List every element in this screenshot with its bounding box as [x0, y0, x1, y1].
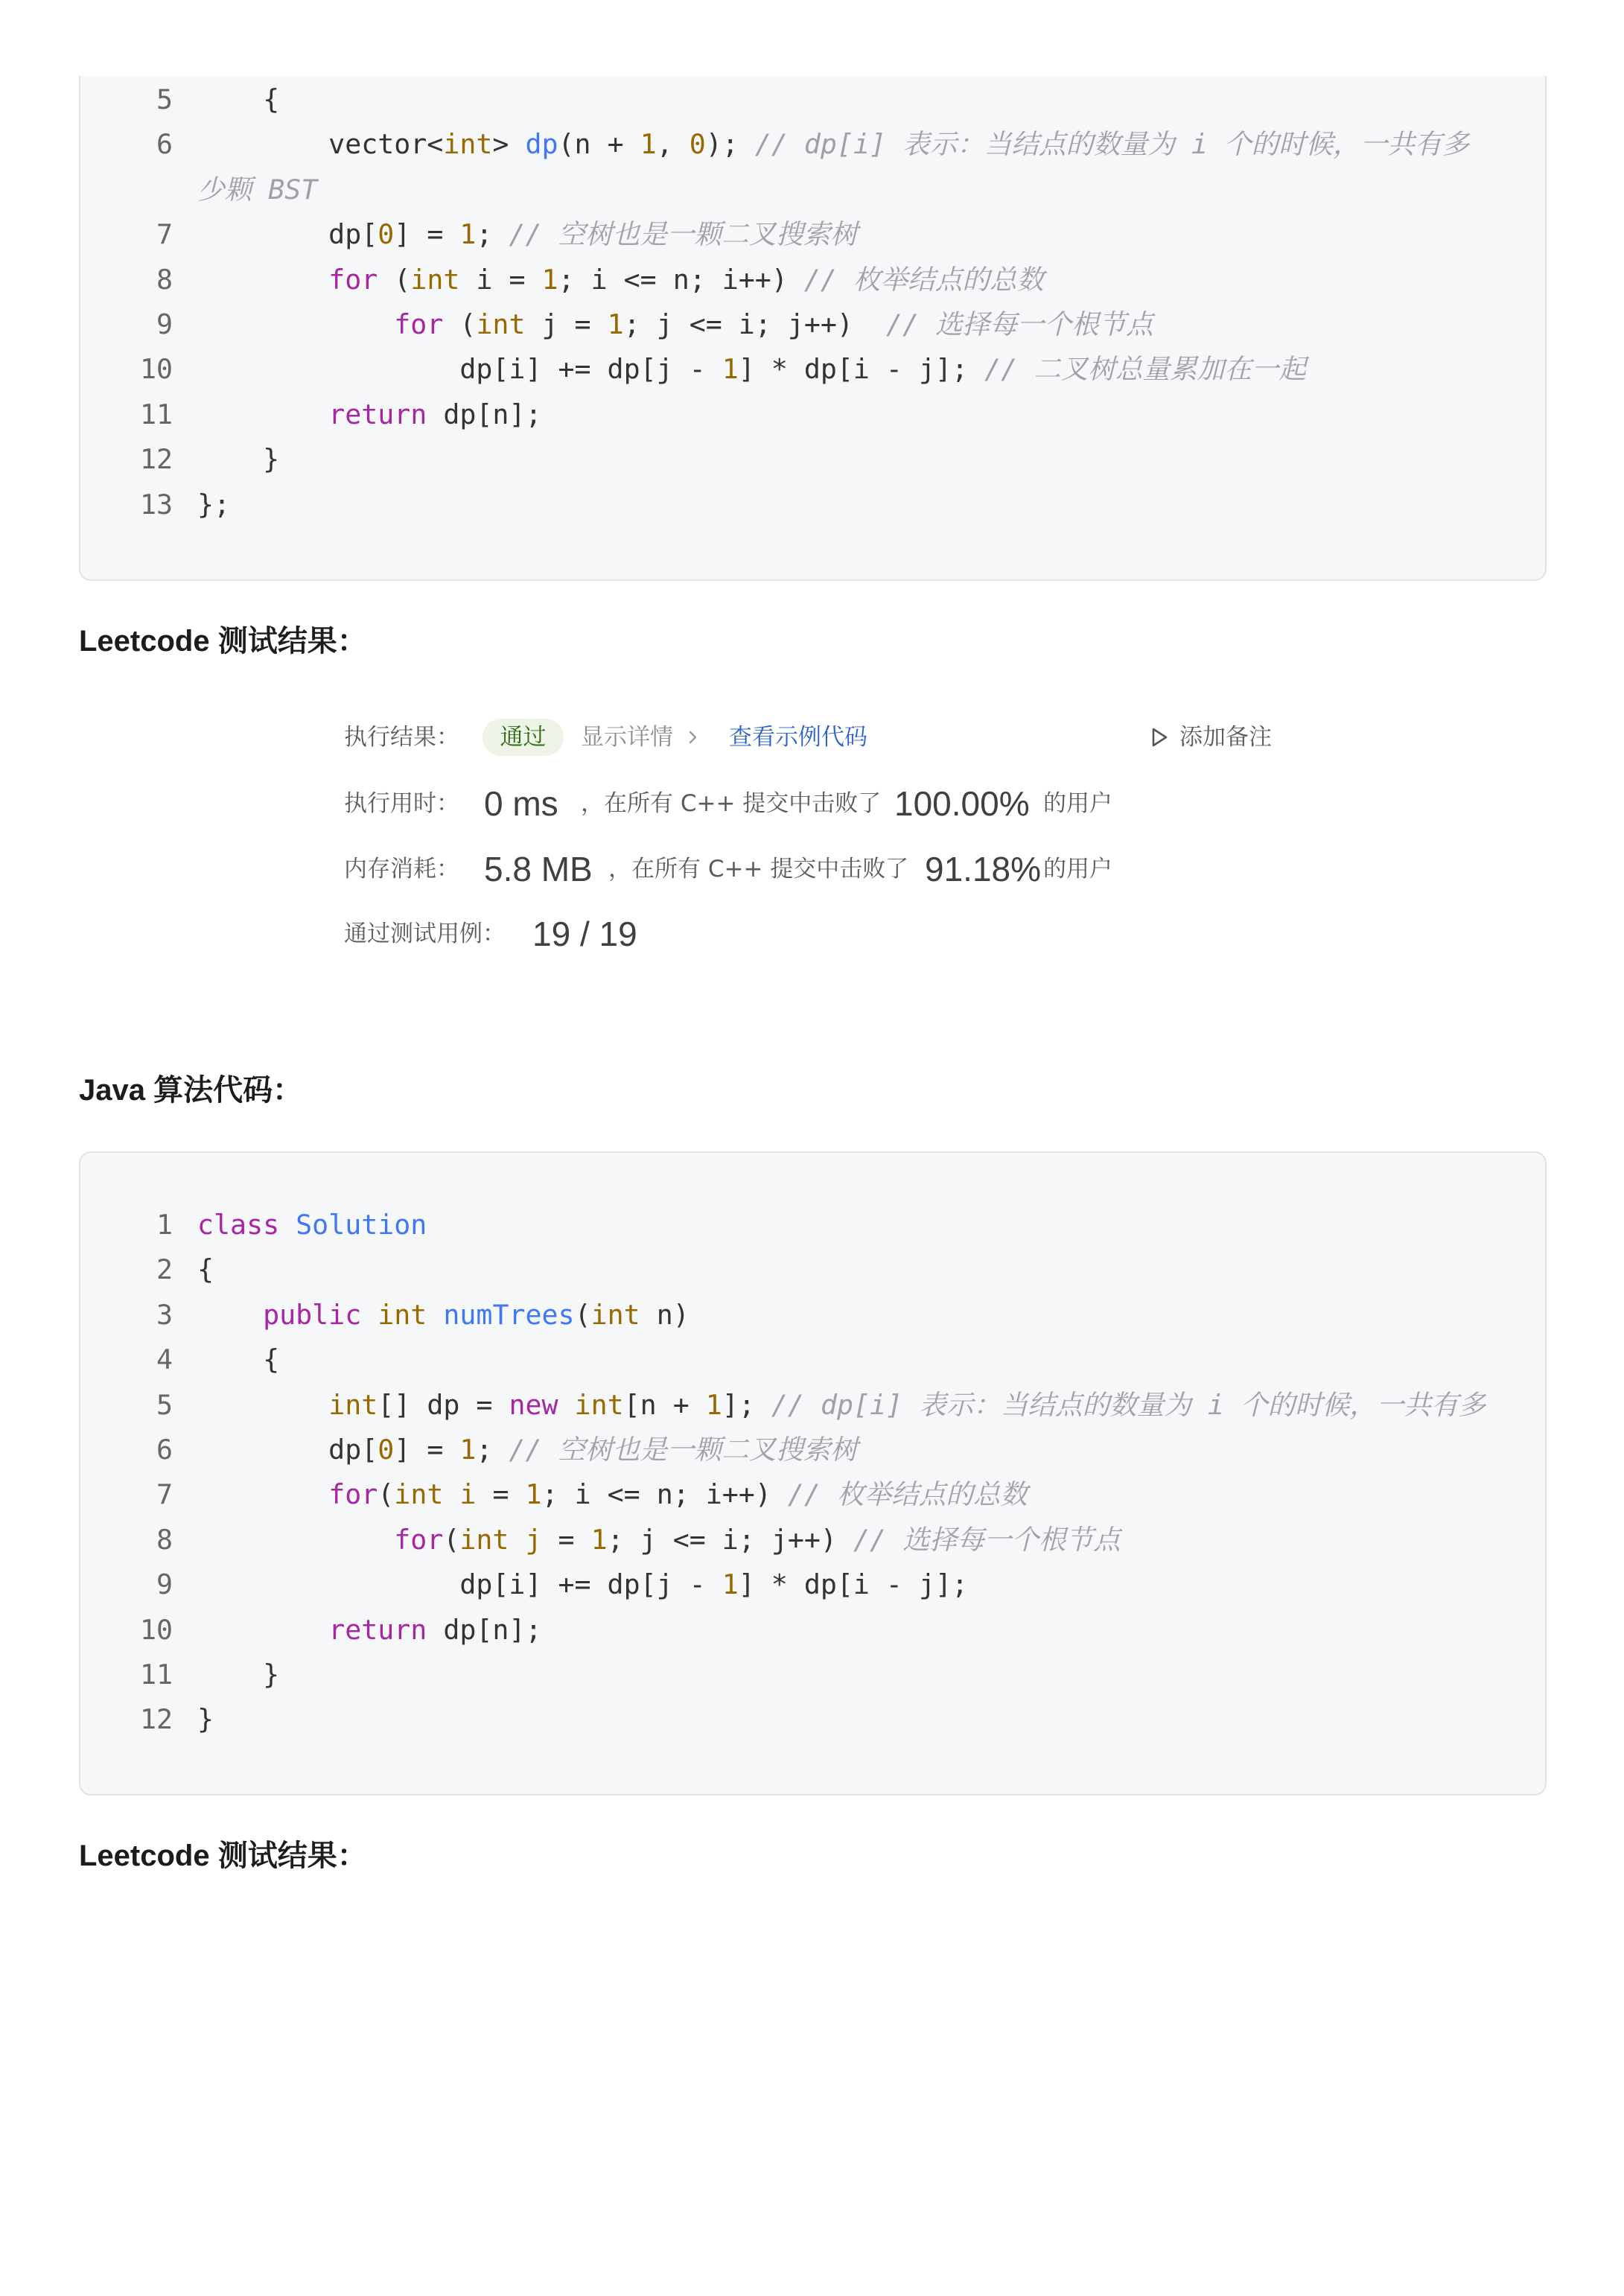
code-text	[197, 1518, 1507, 1562]
code-token: int	[574, 1388, 624, 1421]
code-token: for	[328, 1478, 378, 1511]
memory-value: 5.8 MB	[484, 850, 593, 888]
code-line	[80, 302, 1507, 347]
code-token: 1	[705, 1388, 722, 1421]
code-comment: // dp[i] 表示：当结点的数量为 i 个的时候，一共有多	[754, 128, 1470, 161]
line-number: 11	[139, 398, 173, 430]
code-token: int	[443, 128, 493, 161]
code-token: i	[459, 1478, 477, 1511]
code-token: [n +	[623, 1388, 706, 1421]
code-comment: 少颗 BST	[197, 173, 318, 206]
code-line	[80, 1697, 1507, 1742]
code-token: 1	[541, 263, 558, 296]
code-token: ,	[656, 128, 690, 161]
code-text	[197, 1203, 1507, 1247]
runtime-value: 0 ms	[484, 784, 558, 823]
line-number: 8	[156, 1523, 173, 1556]
code-text	[197, 1472, 1507, 1517]
code-token: }	[197, 1658, 280, 1691]
runtime-suffix: 的用户	[1043, 790, 1112, 817]
code-token	[197, 1614, 328, 1646]
code-token: ; i <= n; i++)	[558, 263, 804, 296]
line-number: 6	[156, 128, 173, 161]
status-label: 执行结果：	[344, 724, 459, 751]
code-token: int	[476, 308, 526, 340]
code-text	[197, 168, 1507, 212]
code-token: for	[394, 1523, 444, 1556]
code-token: (	[378, 263, 411, 296]
code-token: 1	[722, 1568, 739, 1601]
line-number: 7	[156, 218, 173, 251]
code-line	[80, 437, 1507, 482]
code-token: for	[394, 308, 444, 340]
code-token: dp[	[197, 218, 378, 251]
code-token: for	[328, 263, 378, 296]
code-text	[197, 302, 1507, 347]
code-line	[80, 77, 1507, 122]
code-token: 0	[378, 1433, 395, 1466]
code-token: ; i <= n; i++)	[541, 1478, 788, 1511]
code-token: =	[541, 1523, 591, 1556]
code-comment: // 空树也是一颗二叉搜索树	[509, 218, 858, 251]
code-line	[80, 1518, 1507, 1562]
code-token	[427, 1299, 443, 1331]
line-number: 10	[139, 1613, 173, 1646]
line-number: 7	[156, 1478, 173, 1511]
line-number: 11	[139, 1658, 173, 1691]
code-text	[197, 437, 1507, 482]
code-lines	[80, 1203, 1507, 1743]
code-text	[197, 1653, 1507, 1697]
code-token: int	[410, 263, 460, 296]
code-text	[197, 1247, 1507, 1292]
cpp-code-block	[79, 76, 1547, 581]
view-sample-code-link[interactable]: 查看示例代码	[729, 724, 867, 751]
play-outline-icon[interactable]	[1150, 715, 1168, 760]
code-text	[197, 1293, 1507, 1338]
code-token	[279, 1209, 296, 1241]
memory-percent: 91.18%	[925, 850, 1042, 888]
test-cases-row	[0, 912, 1624, 956]
result-status-row	[0, 715, 1624, 760]
code-token: ] * dp[i - j];	[738, 353, 985, 386]
code-token	[197, 1524, 394, 1556]
code-token: dp[i] += dp[j -	[197, 353, 722, 386]
section-heading-java-code: Java 算法代码：	[79, 1074, 303, 1107]
code-token	[443, 1478, 459, 1510]
code-token	[197, 264, 328, 296]
memory-row	[0, 847, 1624, 891]
code-token: int	[378, 1298, 427, 1331]
section-heading-cpp-result: Leetcode 测试结果：	[79, 625, 367, 658]
code-token: n)	[640, 1298, 690, 1331]
code-token: 1	[459, 1433, 477, 1466]
code-token	[558, 1389, 575, 1421]
line-number	[80, 168, 173, 212]
code-token: int	[590, 1298, 640, 1331]
code-text	[197, 1562, 1507, 1607]
code-token: dp[n];	[427, 1613, 542, 1646]
code-token: Solution	[296, 1209, 427, 1241]
code-text	[197, 392, 1507, 437]
code-text	[197, 347, 1507, 392]
code-token: j =	[525, 308, 608, 340]
code-token	[197, 1299, 263, 1331]
code-token: (	[443, 1523, 460, 1556]
runtime-row	[0, 781, 1624, 826]
memory-suffix: 的用户	[1043, 856, 1112, 883]
code-token: int	[394, 1478, 444, 1511]
code-line	[80, 1293, 1507, 1338]
code-text	[197, 1697, 1507, 1742]
code-text	[197, 212, 1507, 257]
code-line	[80, 122, 1507, 167]
code-token: ; j <= i; j++)	[623, 308, 886, 340]
runtime-percent: 100.00%	[894, 784, 1030, 823]
code-token: vector<	[197, 128, 444, 161]
code-token: j	[525, 1523, 542, 1556]
code-token: >	[492, 128, 526, 161]
code-token: (	[378, 1478, 395, 1511]
line-number: 8	[156, 263, 173, 296]
code-token: ] * dp[i - j];	[738, 1568, 969, 1601]
code-line	[80, 1383, 1507, 1428]
code-token: {	[197, 83, 280, 115]
code-token	[197, 1389, 328, 1421]
runtime-label: 执行用时：	[344, 790, 459, 817]
line-number: 3	[156, 1298, 173, 1331]
code-token: return	[328, 398, 427, 430]
code-token: numTrees	[443, 1298, 575, 1331]
code-lines	[80, 77, 1507, 527]
code-text	[197, 1338, 1507, 1382]
code-line	[80, 1562, 1507, 1607]
code-line	[80, 1653, 1507, 1697]
section-heading-java-result: Leetcode 测试结果：	[79, 1839, 367, 1872]
code-token: );	[705, 128, 755, 161]
code-token	[361, 1299, 378, 1331]
code-token: =	[476, 1478, 526, 1511]
chevron-right-icon[interactable]	[688, 715, 698, 760]
code-line	[80, 212, 1507, 257]
code-comment: // dp[i] 表示：当结点的数量为 i 个的时候，一共有多	[771, 1388, 1486, 1421]
code-token: ] =	[394, 218, 460, 251]
code-token: (	[443, 308, 477, 340]
code-token: dp	[525, 128, 558, 161]
line-number: 12	[139, 443, 173, 476]
code-token: 1	[459, 218, 477, 251]
code-comment: // 枚举结点的总数	[803, 263, 1045, 296]
line-number: 1	[156, 1209, 173, 1241]
code-line	[80, 347, 1507, 392]
code-line	[80, 1608, 1507, 1653]
line-number: 9	[156, 1568, 173, 1601]
java-code-block	[79, 1151, 1547, 1796]
line-number: 12	[139, 1703, 173, 1736]
code-comment: // 空树也是一颗二叉搜索树	[509, 1433, 858, 1466]
show-details-link[interactable]: 显示详情	[581, 724, 673, 751]
runtime-description: ，在所有 C++ 提交中击败了	[581, 790, 882, 817]
code-token: dp[n];	[427, 398, 542, 430]
line-number: 6	[156, 1433, 173, 1466]
code-token: dp[	[197, 1433, 378, 1466]
code-token: int	[328, 1388, 378, 1421]
line-number: 5	[156, 83, 173, 115]
code-token	[197, 398, 328, 430]
status-badge: 通过	[483, 719, 564, 756]
code-line	[80, 1428, 1507, 1472]
code-line	[80, 168, 1507, 212]
code-comment: // 二叉树总量累加在一起	[984, 353, 1306, 386]
code-token: public	[263, 1298, 362, 1331]
code-token: 0	[689, 128, 706, 161]
code-token: 1	[590, 1523, 608, 1556]
line-number: 10	[139, 353, 173, 386]
code-token	[509, 1524, 525, 1556]
code-token: 1	[525, 1478, 542, 1511]
line-number: 4	[156, 1343, 173, 1376]
test-cases-label: 通过测试用例：	[344, 920, 506, 947]
code-token: class	[197, 1209, 280, 1241]
code-token: i =	[459, 263, 542, 296]
code-text	[197, 258, 1507, 302]
code-token: (	[574, 1298, 591, 1331]
code-token: new	[509, 1388, 558, 1421]
code-line	[80, 392, 1507, 437]
code-line	[80, 1338, 1507, 1382]
code-token	[197, 1478, 328, 1510]
memory-label: 内存消耗：	[344, 856, 459, 883]
line-number: 13	[139, 488, 173, 521]
code-text	[197, 77, 1507, 122]
code-token: 1	[607, 308, 624, 340]
add-note-button[interactable]: 添加备注	[1179, 724, 1272, 751]
memory-description: ，在所有 C++ 提交中击败了	[608, 856, 909, 883]
code-line	[80, 483, 1507, 527]
code-text	[197, 122, 1507, 167]
code-token: ;	[476, 1433, 509, 1466]
code-token: ] =	[394, 1433, 460, 1466]
line-number: 2	[156, 1253, 173, 1286]
code-token: [] dp =	[378, 1388, 509, 1421]
code-token: {	[197, 1253, 214, 1286]
code-token: ;	[476, 218, 509, 251]
code-token: (n +	[558, 128, 640, 161]
code-comment: // 选择每一个根节点	[885, 308, 1153, 340]
code-line	[80, 1472, 1507, 1517]
code-line	[80, 258, 1507, 302]
test-cases-value: 19 / 19	[532, 915, 637, 953]
line-number: 9	[156, 308, 173, 340]
code-line	[80, 1247, 1507, 1292]
code-token: 1	[640, 128, 657, 161]
code-token: return	[328, 1613, 427, 1646]
code-comment: // 选择每一个根节点	[853, 1523, 1121, 1556]
code-token: ];	[722, 1388, 771, 1421]
code-token: ; j <= i; j++)	[607, 1523, 853, 1556]
code-token: dp[i] += dp[j -	[197, 1568, 722, 1601]
code-comment: // 枚举结点的总数	[787, 1478, 1028, 1511]
code-token	[197, 308, 394, 340]
code-token: }	[197, 1703, 214, 1736]
code-token: };	[197, 488, 231, 521]
code-token: 1	[722, 353, 739, 386]
code-token: }	[197, 443, 280, 476]
code-text	[197, 1428, 1507, 1472]
line-number: 5	[156, 1388, 173, 1421]
code-token: 0	[378, 218, 395, 251]
code-token: {	[197, 1343, 280, 1376]
code-text	[197, 483, 1507, 527]
code-text	[197, 1383, 1507, 1428]
code-token: int	[459, 1523, 509, 1556]
code-text	[197, 1608, 1507, 1653]
code-line	[80, 1203, 1507, 1247]
